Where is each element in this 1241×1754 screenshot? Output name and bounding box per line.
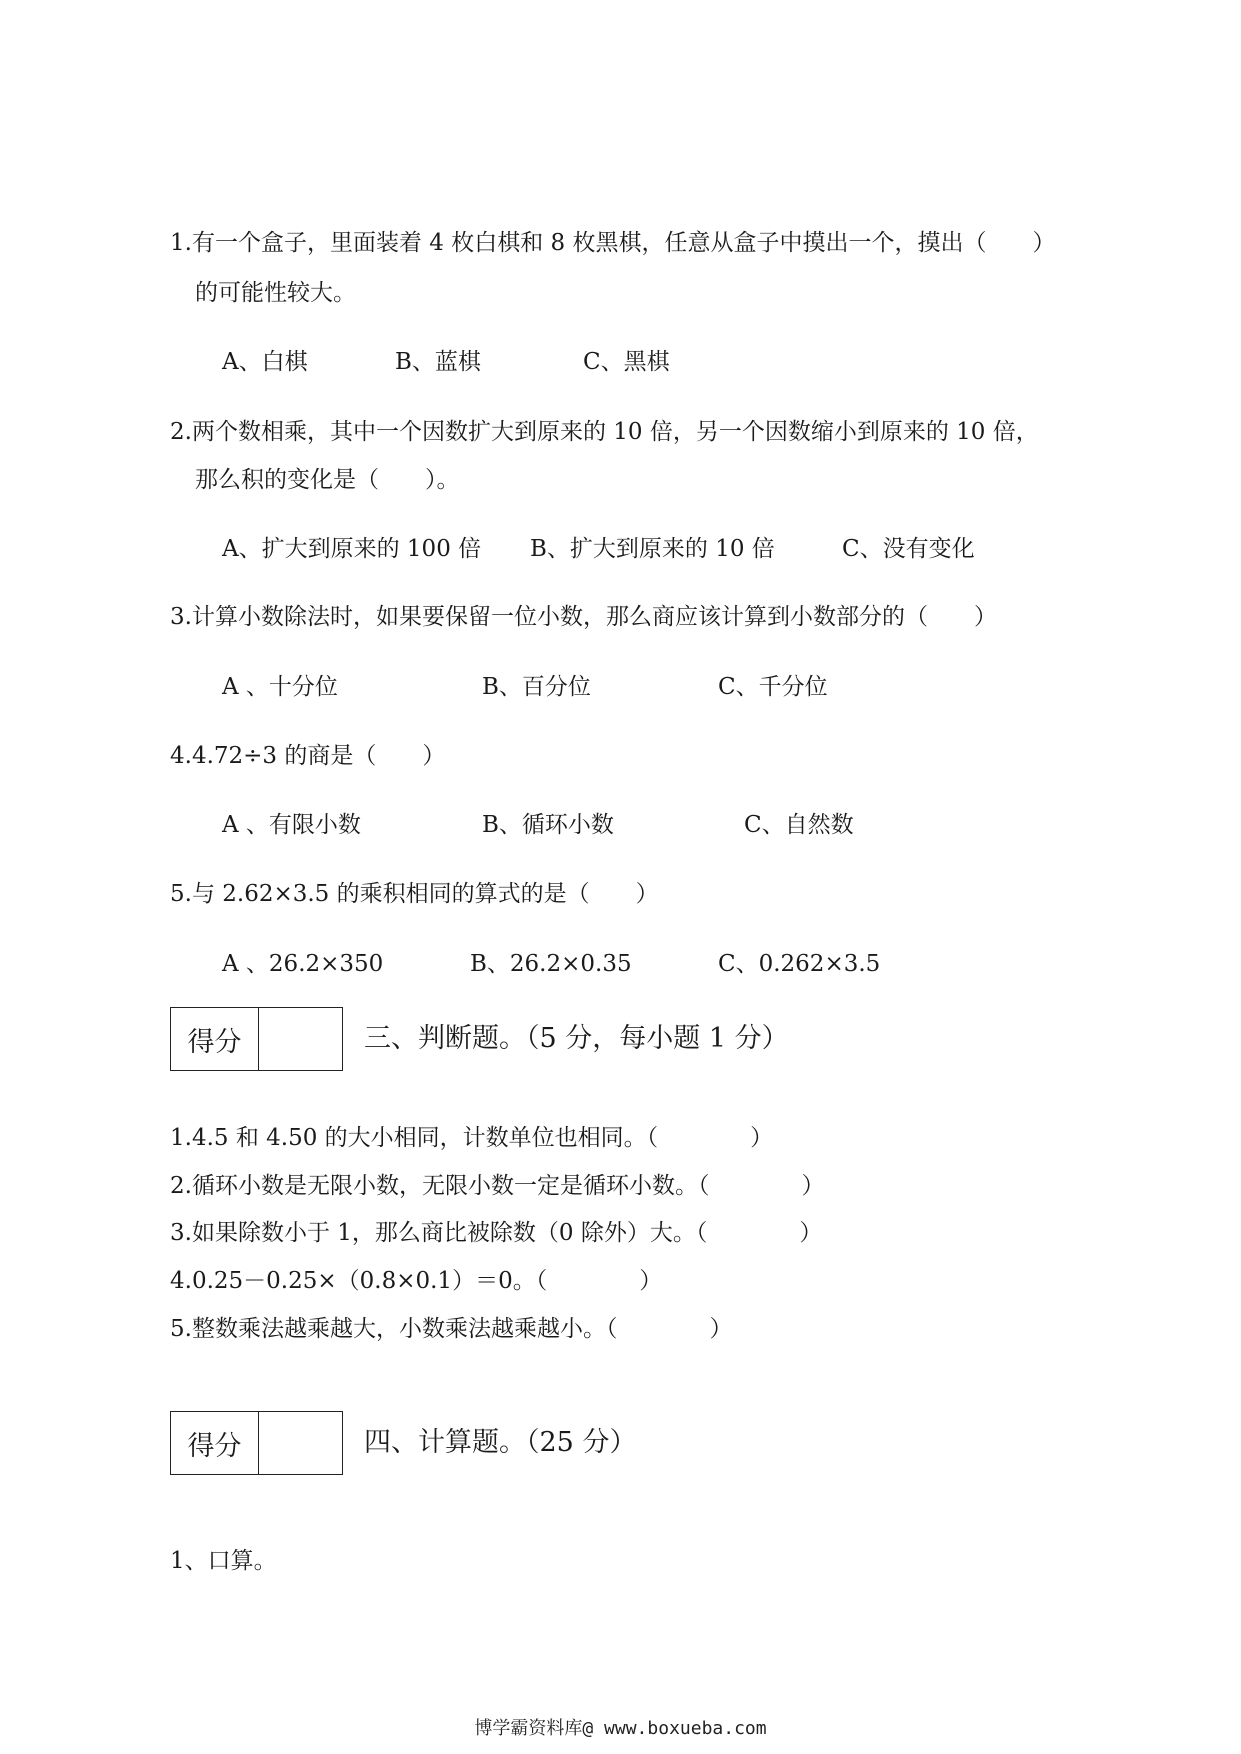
q1-line2: 的可能性较大。 bbox=[195, 280, 356, 306]
q4-option-a: A 、有限小数 bbox=[222, 812, 361, 838]
footer-watermark: 博学霸资料库@ www.boxueba.com bbox=[474, 1718, 767, 1739]
q2-line1: 2.两个数相乘，其中一个因数扩大到原来的 10 倍，另一个因数缩小到原来的 10 倍， bbox=[170, 419, 1039, 445]
q4-option-b: B、循环小数 bbox=[482, 812, 614, 838]
q4-option-c: C、自然数 bbox=[744, 812, 854, 838]
q1-option-c: C、黑棋 bbox=[583, 349, 670, 375]
q2-option-a: A、扩大到原来的 100 倍 bbox=[222, 536, 482, 562]
score-label: 得分 bbox=[171, 1008, 259, 1070]
score-box-section4 bbox=[170, 1411, 343, 1475]
q5-option-a: A 、26.2×350 bbox=[222, 951, 384, 977]
judge-item-2: 2.循环小数是无限小数，无限小数一定是循环小数。（ ） bbox=[170, 1173, 825, 1199]
q5-option-c: C、0.262×3.5 bbox=[718, 951, 881, 977]
q4-line1: 4.4.72÷3 的商是（ ） bbox=[170, 743, 446, 769]
q3-option-a: A 、十分位 bbox=[222, 674, 338, 700]
judge-item-3: 3.如果除数小于 1，那么商比被除数（0 除外）大。（ ） bbox=[170, 1220, 823, 1246]
score-blank bbox=[259, 1412, 342, 1474]
q1-option-b: B、蓝棋 bbox=[395, 349, 481, 375]
calc-sub1: 1、口算。 bbox=[170, 1548, 277, 1574]
q2-option-b: B、扩大到原来的 10 倍 bbox=[530, 536, 775, 562]
q2-line2: 那么积的变化是（ ）。 bbox=[195, 467, 460, 493]
q2-option-c: C、没有变化 bbox=[842, 536, 975, 562]
q1-option-a: A、白棋 bbox=[222, 349, 308, 375]
q3-option-b: B、百分位 bbox=[482, 674, 591, 700]
q1-line1: 1.有一个盒子，里面装着 4 枚白棋和 8 枚黑棋，任意从盒子中摸出一个，摸出（ ） bbox=[170, 230, 1056, 256]
q3-option-c: C、千分位 bbox=[718, 674, 828, 700]
section3-title: 三、判断题。（5 分，每小题 1 分） bbox=[364, 1023, 789, 1054]
score-box-section3 bbox=[170, 1007, 343, 1071]
judge-item-1: 1.4.5 和 4.50 的大小相同，计数单位也相同。（ ） bbox=[170, 1125, 774, 1151]
score-blank bbox=[259, 1008, 342, 1070]
section4-title: 四、计算题。（25 分） bbox=[364, 1427, 637, 1458]
q5-option-b: B、26.2×0.35 bbox=[470, 951, 632, 977]
judge-item-5: 5.整数乘法越乘越大，小数乘法越乘越小。（ ） bbox=[170, 1316, 733, 1342]
judge-item-4: 4.0.25－0.25×（0.8×0.1）＝0。（ ） bbox=[170, 1268, 663, 1294]
q5-line1: 5.与 2.62×3.5 的乘积相同的算式的是（ ） bbox=[170, 881, 659, 907]
score-label: 得分 bbox=[171, 1412, 259, 1474]
q3-line1: 3.计算小数除法时，如果要保留一位小数，那么商应该计算到小数部分的（ ） bbox=[170, 604, 997, 630]
